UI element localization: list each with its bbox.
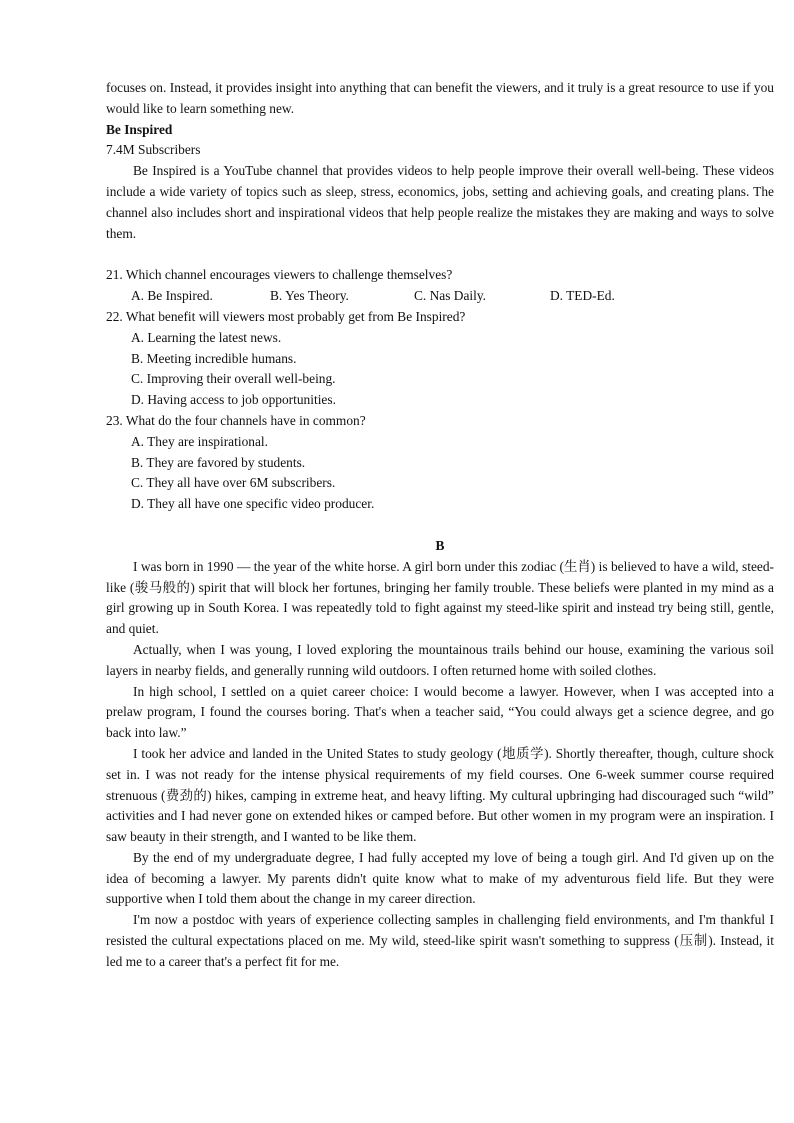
option-d[interactable]: D. They all have one specific video producer.	[131, 496, 375, 512]
question-stem: 22. What benefit will viewers most probably get from Be Inspired?	[106, 308, 466, 324]
passage-paragraph: By the end of my undergraduate degree, I had fully accepted my love of being a tough girl. And I'd given up on the idea of becoming a lawyer. My parents didn't quite know what to make of my adventurous field life. But they were supportive when I told them about the change in my career direction.	[106, 849, 774, 907]
passage-paragraph: I'm now a postdoc with years of experience collecting samples in challenging field environments, and I'm thankful I resisted the cultural expectations placed on me. My wild, steed-like spirit wasn't something to suppress (压制). Instead, it led me to a career that's a perfect fit for me.	[106, 912, 774, 969]
passage-paragraph: I was born in 1990 — the year of the white horse. A girl born under this zodiac (生肖) is believed to have a wild, steed-like (骏马般的) spirit that will block her fortunes, bringing her family trouble. These beliefs were planted in my mind as a girl growing up in South Korea. I was repeatedly told to fight against my steed-like spirit and instead try being still, gentle, and quiet.	[106, 558, 774, 637]
question-22	[106, 307, 774, 411]
question-stem: 23. What do the four channels have in common?	[106, 412, 366, 428]
option-a[interactable]: A. They are inspirational.	[131, 433, 268, 449]
option-a[interactable]: A. Learning the latest news.	[131, 329, 282, 345]
option-c[interactable]: C. They all have over 6M subscribers.	[131, 475, 336, 491]
option-b[interactable]: B. They are favored by students.	[131, 454, 306, 470]
option-c[interactable]: C. Improving their overall well-being.	[131, 371, 336, 387]
option-b[interactable]: B. Yes Theory.	[270, 288, 349, 304]
channel-name: Be Inspired	[106, 121, 173, 137]
question-21	[106, 265, 774, 307]
channel-subscribers: 7.4M Subscribers	[106, 142, 201, 158]
section-heading: B	[435, 537, 445, 553]
passage-paragraph: I took her advice and landed in the United States to study geology (地质学). Shortly thereafter, though, culture shock set in. I was not ready for the intense physical requirements of my field courses. One 6-week summer course required strenuous (费劲的) hikes, camping in extreme heat, and heavy lifting. My cultural upbringing had discouraged such “wild” activities and I had never gone on extended hikes or camped before. But other women in my program were an inspiration. I saw beauty in their strength, and I wanted to be like them.	[106, 745, 774, 845]
spacer	[106, 244, 774, 265]
spacer	[106, 515, 774, 536]
document-page	[106, 78, 774, 973]
passage-paragraph: Actually, when I was young, I loved exploring the mountainous trails behind our house, examining the various soil layers in nearby fields, and generally running wild outdoors. I often returned home with soiled clothes.	[106, 641, 774, 678]
option-a[interactable]: A. Be Inspired.	[131, 288, 213, 304]
channel-description: Be Inspired is a YouTube channel that provides videos to help people improve their overall well-being. These videos include a wide variety of topics such as sleep, stress, economics, jobs, setting and achieving goals, and creating plans. The channel also includes short and inspirational videos that help people realize the mistakes they are making and ways to solve them.	[106, 163, 774, 241]
intro-continuation: focuses on. Instead, it provides insight into anything that can benefit the viewers, and it truly is a great resource to use if you would like to learn something new.	[106, 80, 774, 116]
option-c[interactable]: C. Nas Daily.	[414, 288, 487, 304]
options-row	[106, 286, 774, 307]
question-stem: 21. Which channel encourages viewers to challenge themselves?	[106, 267, 453, 283]
option-b[interactable]: B. Meeting incredible humans.	[131, 350, 297, 366]
question-23	[106, 411, 774, 515]
option-d[interactable]: D. Having access to job opportunities.	[131, 392, 336, 408]
option-d[interactable]: D. TED-Ed.	[550, 288, 615, 304]
passage-paragraph: In high school, I settled on a quiet career choice: I would become a lawyer. However, when I was accepted into a prelaw program, I found the courses boring. That's when a teacher said, “You could always get a science degree, and go back into law.”	[106, 683, 774, 741]
